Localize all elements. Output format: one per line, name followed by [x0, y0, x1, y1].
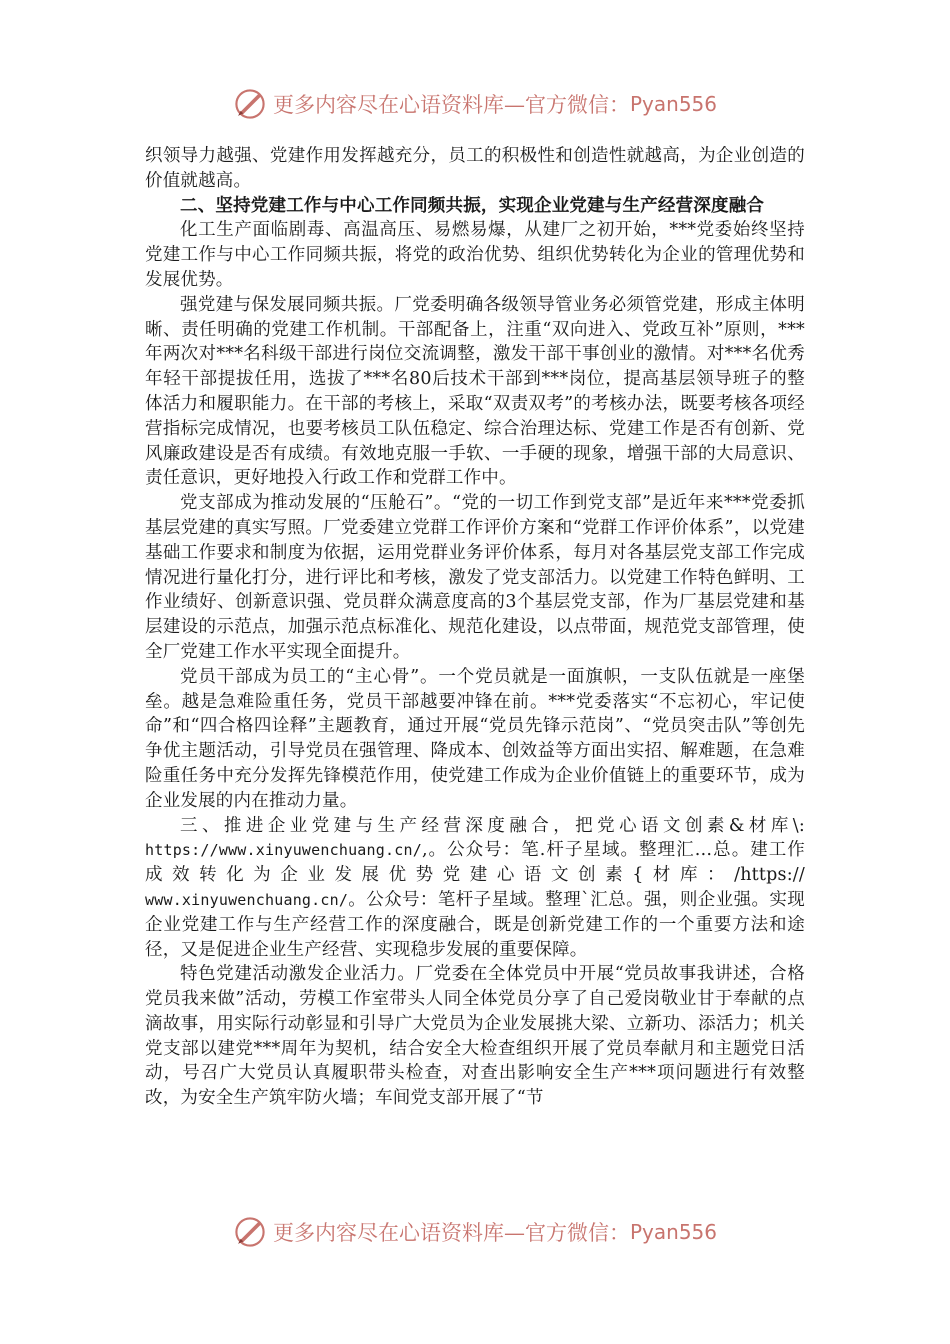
paragraph: 强党建与保发展同频共振。厂党委明确各级领导管业务必须管党建，形成主体明晰、责任明确的党建工作机制。干部配备上，注重“双向进入、党政互补”原则，***年两次对***名科级干部进行岗位交流调整，激发干部干事创业的激情。对***名优秀年轻干部提拔任用，选拔了***名80后技术干部到***岗位，提高基层领导班子的整体活力和履职能力。在干部的考核上，采取“双责双考”的考核办法，既要考核各项经营指标完成情况，也要考核员工队伍稳定、综合治理达标、党建工作是否有创新、党风廉政建设是否有成绩。有效地克服一手软、一手硬的现象，增强干部的大局意识、责任意识，更好地投入行政工作和党群工作中。 — [145, 294, 805, 489]
wechat-handle: Pyan556 — [629, 1220, 717, 1244]
paragraph: 特色党建活动激发企业活力。厂党委在全体党员中开展“党员故事我讲述，合格党员我来做”活动，劳模工作室带头人同全体党员分享了自己爱岗敬业甘于奉献的点滴故事，用实际行动彰显和引导广大党员为企业发展挑大梁、立新功、添活力；机关党支部以建党***周年为契机，结合安全大检查组织开展了党员奉献月和主题党日活动，号召广大党员认真履职带头检查，对查出影响安全生产***项问题进行有效整改，为安全生产筑牢防火墙；车间党支部开展了“节 — [145, 964, 805, 1109]
url-text: www.xinyuwenchuang.cn/ — [145, 890, 349, 909]
section-heading-2: 二、坚持党建工作与中心工作同频共振，实现企业党建与生产经营深度融合 — [180, 195, 765, 216]
header-banner — [0, 84, 950, 124]
paragraph: 党支部成为推动发展的“压舱石”。“党的一切工作到党支部”是近年来***党委抓基层党建的真实写照。厂党委建立党群工作评价方案和“党群工作评价体系”，以党建基础工作要求和制度为依据，运用党群业务评价体系，每月对各基层党支部工作完成情况进行量化打分，进行评比和考核，激发了党支部活力。以党建工作特色鲜明、工作业绩好、创新意识强、党员群众满意度高的3个基层党支部，作为厂基层党建和基层建设的示范点，加强示范点标准化、规范化建设，以点带面，规范党支部管理，使全厂党建工作水平实现全面提升。 — [145, 493, 805, 662]
paragraph: 化工生产面临剧毒、高温高压、易燃易爆，从建厂之初开始，***党委始终坚持党建工作与中心工作同频共振，将党的政治优势、组织优势转化为企业的管理优势和发展优势。 — [145, 220, 805, 290]
section-heading-3 — [145, 814, 805, 963]
pen-logo-icon — [233, 1215, 267, 1249]
heading-3-text: 。公众号：笔杆子星域。整理`汇总。强，则企业强。实现企业党建工作与生产经营工作的深度融合，既是创新党建工作的一个重要方法和途径，又是促进企业生产经营、实现稳步发展的重要保障。 — [145, 889, 805, 960]
url-text: https://www.xinyuwenchuang.cn/ — [145, 841, 422, 860]
banner-text: 更多内容尽在心语资料库—官方微信： — [272, 1221, 630, 1245]
heading-3-text: ,。公众号：笔.杆子星域。整理汇…总。建工作成效转化为企业发展优势党建心语文创素{材库：/https:// — [145, 840, 805, 886]
footer-banner — [0, 1212, 950, 1252]
paragraph: 织领导力越强、党建作用发挥越充分，员工的积极性和创造性就越高，为企业创造的价值就越高。 — [145, 146, 805, 191]
banner-text: 更多内容尽在心语资料库—官方微信： — [272, 93, 630, 117]
document-body — [145, 144, 805, 1111]
pen-logo-icon — [233, 87, 267, 121]
paragraph: 党员干部成为员工的“主心骨”。一个党员就是一面旗帜，一支队伍就是一座堡垒。越是急难险重任务，党员干部越要冲锋在前。***党委落实“不忘初心，牢记使命”和“四合格四诠释”主题教育，通过开展“党员先锋示范岗”、“党员突击队”等创先争优主题活动，引导党员在强管理、降成本、创效益等方面出实招、解难题，在急难险重任务中充分发挥先锋模范作用，使党建工作成为企业价值链上的重要环节，成为企业发展的内在推动力量。 — [145, 666, 805, 811]
wechat-handle: Pyan556 — [629, 92, 717, 116]
heading-3-lead: 三、推进企业党建与生产经营深度融合，把党心语文创素&材库\: — [180, 815, 805, 836]
